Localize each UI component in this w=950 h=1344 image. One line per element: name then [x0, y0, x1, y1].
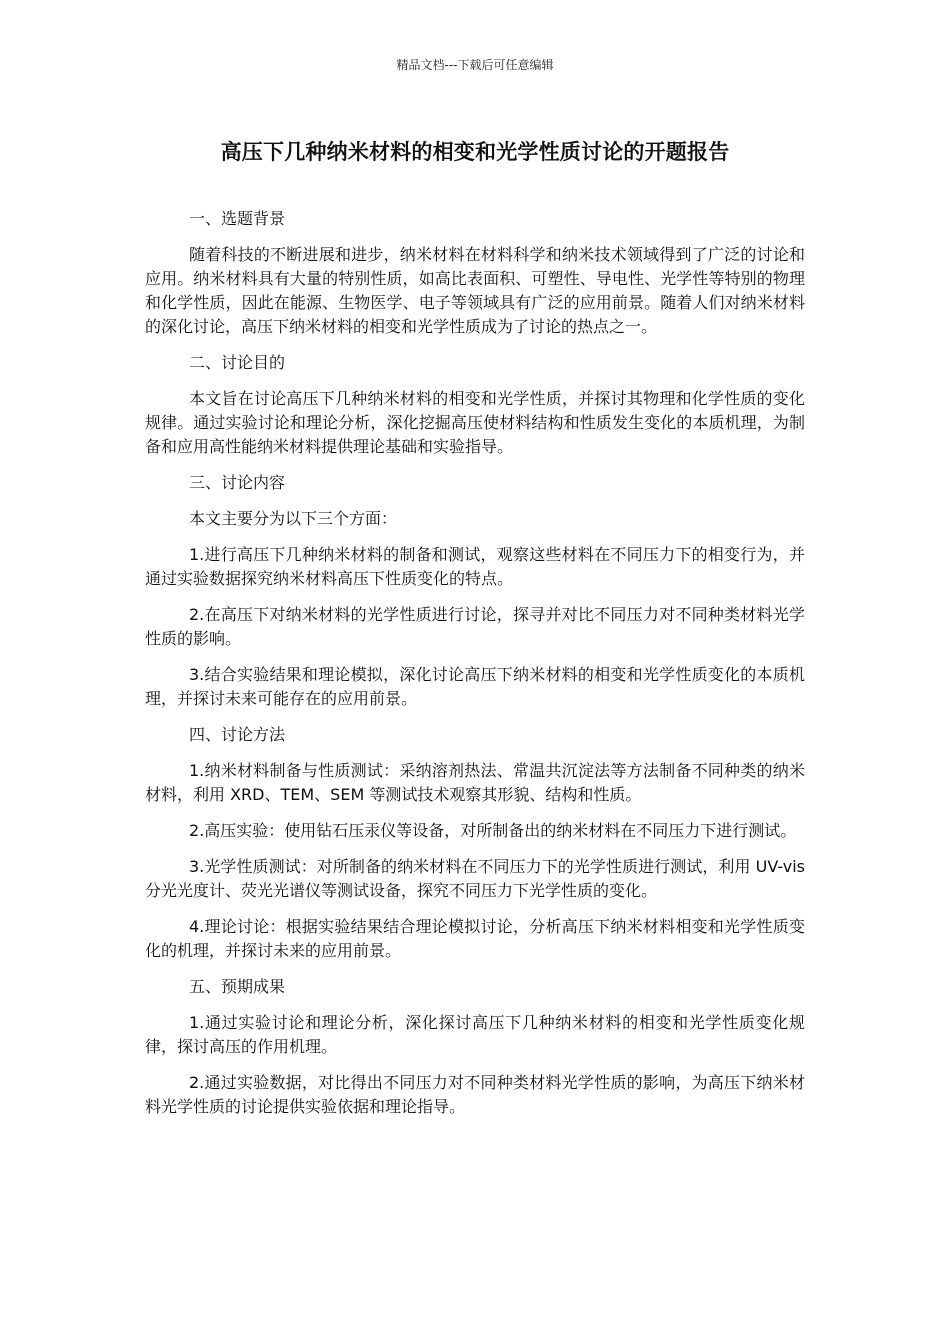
section-heading-content: 三、讨论内容	[189, 473, 286, 492]
section-heading-background: 一、选题背景	[189, 209, 286, 228]
list-item-methods-2: 2.高压实验：使用钻石压汞仪等设备，对所制备出的纳米材料在不同压力下进行测试。	[189, 821, 797, 840]
list-item-content-3: 3.结合实验结果和理论模拟，深化讨论高压下纳米材料的相变和光学性质变化的本质机理，并探讨未来可能存在的应用前景。	[145, 665, 805, 708]
section-heading-methods: 四、讨论方法	[189, 725, 286, 744]
document-title: 高压下几种纳米材料的相变和光学性质讨论的开题报告	[220, 140, 730, 164]
list-item-outcomes-1: 1.通过实验讨论和理论分析，深化探讨高压下几种纳米材料的相变和光学性质变化规律，探讨高压的作用机理。	[145, 1013, 805, 1056]
section-heading-outcomes: 五、预期成果	[189, 977, 286, 996]
paragraph-content-intro: 本文主要分为以下三个方面：	[189, 509, 398, 528]
section-heading-purpose: 二、讨论目的	[189, 353, 286, 372]
paragraph-purpose: 本文旨在讨论高压下几种纳米材料的相变和光学性质，并探讨其物理和化学性质的变化规律。通过实验讨论和理论分析，深化挖掘高压使材料结构和性质发生变化的本质机理，为制备和应用高性能纳米材料提供理论基础和实验指导。	[145, 389, 805, 456]
list-item-methods-3: 3.光学性质测试：对所制备的纳米材料在不同压力下的光学性质进行测试，利用 UV-vis 分光光度计、荧光光谱仪等测试设备，探究不同压力下光学性质的变化。	[145, 857, 805, 900]
document-body	[145, 207, 805, 1131]
list-item-outcomes-2: 2.通过实验数据，对比得出不同压力对不同种类材料光学性质的影响，为高压下纳米材料光学性质的讨论提供实验依据和理论指导。	[145, 1073, 805, 1116]
list-item-methods-1: 1.纳米材料制备与性质测试：采纳溶剂热法、常温共沉淀法等方法制备不同种类的纳米材料，利用 XRD、TEM、SEM 等测试技术观察其形貌、结构和性质。	[145, 761, 805, 804]
list-item-content-1: 1.进行高压下几种纳米材料的制备和测试，观察这些材料在不同压力下的相变行为，并通过实验数据探究纳米材料高压下性质变化的特点。	[145, 545, 805, 588]
list-item-methods-4: 4.理论讨论：根据实验结果结合理论模拟讨论，分析高压下纳米材料相变和光学性质变化的机理，并探讨未来的应用前景。	[145, 917, 805, 960]
paragraph-background: 随着科技的不断进展和进步，纳米材料在材料科学和纳米技术领域得到了广泛的讨论和应用。纳米材料具有大量的特别性质，如高比表面积、可塑性、导电性、光学性等特别的物理和化学性质，因此在能源、生物医学、电子等领域具有广泛的应用前景。随着人们对纳米材料的深化讨论，高压下纳米材料的相变和光学性质成为了讨论的热点之一。	[145, 245, 805, 336]
header-note: 精品文档---下载后可任意编辑	[396, 58, 554, 72]
list-item-content-2: 2.在高压下对纳米材料的光学性质进行讨论，探寻并对比不同压力对不同种类材料光学性质的影响。	[145, 605, 805, 648]
